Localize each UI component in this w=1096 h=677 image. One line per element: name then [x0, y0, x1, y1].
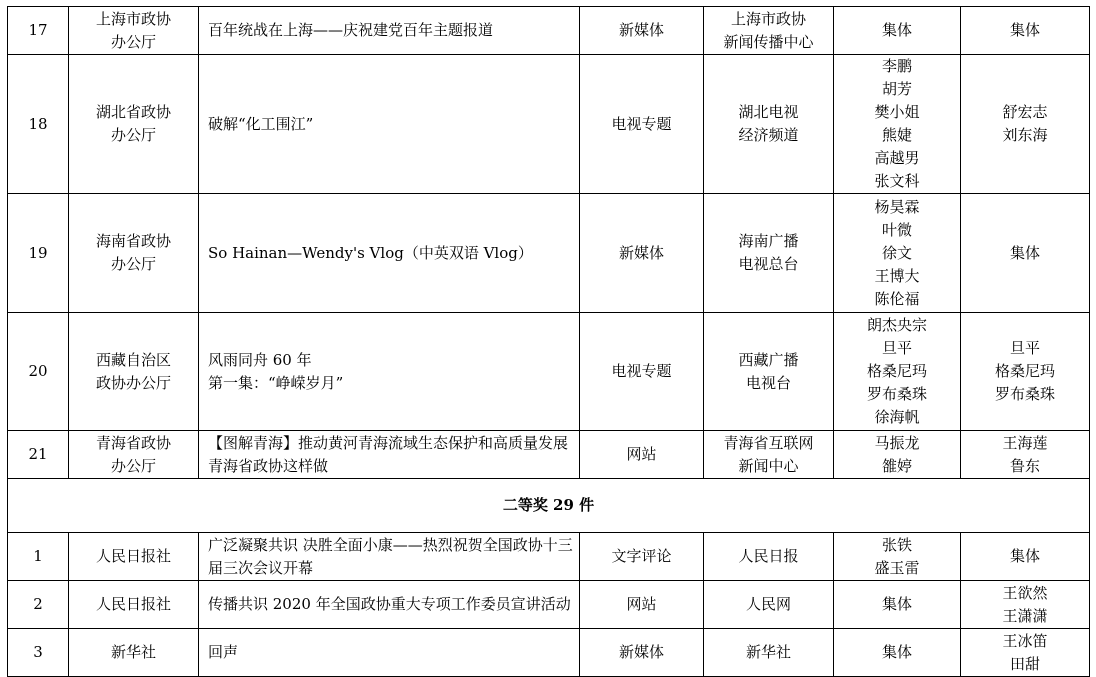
row-number: 1: [8, 533, 69, 581]
authors: 集体: [834, 629, 961, 677]
publishing-media: 青海省互联网 新闻中心: [704, 431, 834, 479]
submitting-unit: 西藏自治区 政协办公厅: [69, 313, 199, 431]
work-type: 新媒体: [580, 629, 704, 677]
row-number: 2: [8, 581, 69, 629]
authors: 朗杰央宗 旦平 格桑尼玛 罗布桑珠 徐海帆: [834, 313, 961, 431]
work-title: 百年统战在上海——庆祝建党百年主题报道: [199, 7, 580, 55]
authors: 张铁 盛玉雷: [834, 533, 961, 581]
authors: 李鹏 胡芳 樊小姐 熊婕 高越男 张文科: [834, 55, 961, 194]
work-title: 广泛凝聚共识 决胜全面小康——热烈祝贺全国政协十三届三次会议开幕: [199, 533, 580, 581]
work-type: 网站: [580, 431, 704, 479]
editors: 王海莲 鲁东: [961, 431, 1090, 479]
table-row: [8, 533, 1090, 581]
publishing-media: 人民网: [704, 581, 834, 629]
editors: 王欲然 王潇潇: [961, 581, 1090, 629]
work-type: 电视专题: [580, 55, 704, 194]
row-number: 19: [8, 194, 69, 313]
table-row: [8, 629, 1090, 677]
editors: 旦平 格桑尼玛 罗布桑珠: [961, 313, 1090, 431]
publishing-media: 新华社: [704, 629, 834, 677]
work-type: 文字评论: [580, 533, 704, 581]
publishing-media: 人民日报: [704, 533, 834, 581]
editors: 舒宏志 刘东海: [961, 55, 1090, 194]
table-row: [8, 194, 1090, 313]
authors: 杨昊霖 叶微 徐文 王博大 陈伦福: [834, 194, 961, 313]
work-type: 新媒体: [580, 194, 704, 313]
work-type: 电视专题: [580, 313, 704, 431]
work-title: 回声: [199, 629, 580, 677]
editors: 集体: [961, 7, 1090, 55]
authors: 集体: [834, 581, 961, 629]
submitting-unit: 人民日报社: [69, 581, 199, 629]
row-number: 18: [8, 55, 69, 194]
section-title: 二等奖 29 件: [8, 479, 1090, 533]
table-row: [8, 581, 1090, 629]
publishing-media: 西藏广播 电视台: [704, 313, 834, 431]
row-number: 3: [8, 629, 69, 677]
table-row: [8, 55, 1090, 194]
submitting-unit: 人民日报社: [69, 533, 199, 581]
publishing-media: 湖北电视 经济频道: [704, 55, 834, 194]
table-row: [8, 431, 1090, 479]
editors: 王冰笛 田甜: [961, 629, 1090, 677]
row-number: 21: [8, 431, 69, 479]
submitting-unit: 青海省政协 办公厅: [69, 431, 199, 479]
table-row: [8, 313, 1090, 431]
submitting-unit: 新华社: [69, 629, 199, 677]
work-title: 风雨同舟 60 年 第一集：“峥嵘岁月”: [199, 313, 580, 431]
section-row: [8, 479, 1090, 533]
row-number: 17: [8, 7, 69, 55]
submitting-unit: 湖北省政协 办公厅: [69, 55, 199, 194]
row-number: 20: [8, 313, 69, 431]
publishing-media: 上海市政协 新闻传播中心: [704, 7, 834, 55]
editors: 集体: [961, 194, 1090, 313]
authors: 集体: [834, 7, 961, 55]
work-type: 网站: [580, 581, 704, 629]
editors: 集体: [961, 533, 1090, 581]
authors: 马振龙 雒婷: [834, 431, 961, 479]
publishing-media: 海南广播 电视总台: [704, 194, 834, 313]
work-title: 【图解青海】推动黄河青海流域生态保护和高质量发展 青海省政协这样做: [199, 431, 580, 479]
submitting-unit: 上海市政协 办公厅: [69, 7, 199, 55]
work-type: 新媒体: [580, 7, 704, 55]
awards-table: [7, 6, 1090, 677]
work-title: 传播共识 2020 年全国政协重大专项工作委员宣讲活动: [199, 581, 580, 629]
work-title: So Hainan—Wendy's Vlog（中英双语 Vlog）: [199, 194, 580, 313]
submitting-unit: 海南省政协 办公厅: [69, 194, 199, 313]
work-title: 破解“化工围江”: [199, 55, 580, 194]
table-row: [8, 7, 1090, 55]
